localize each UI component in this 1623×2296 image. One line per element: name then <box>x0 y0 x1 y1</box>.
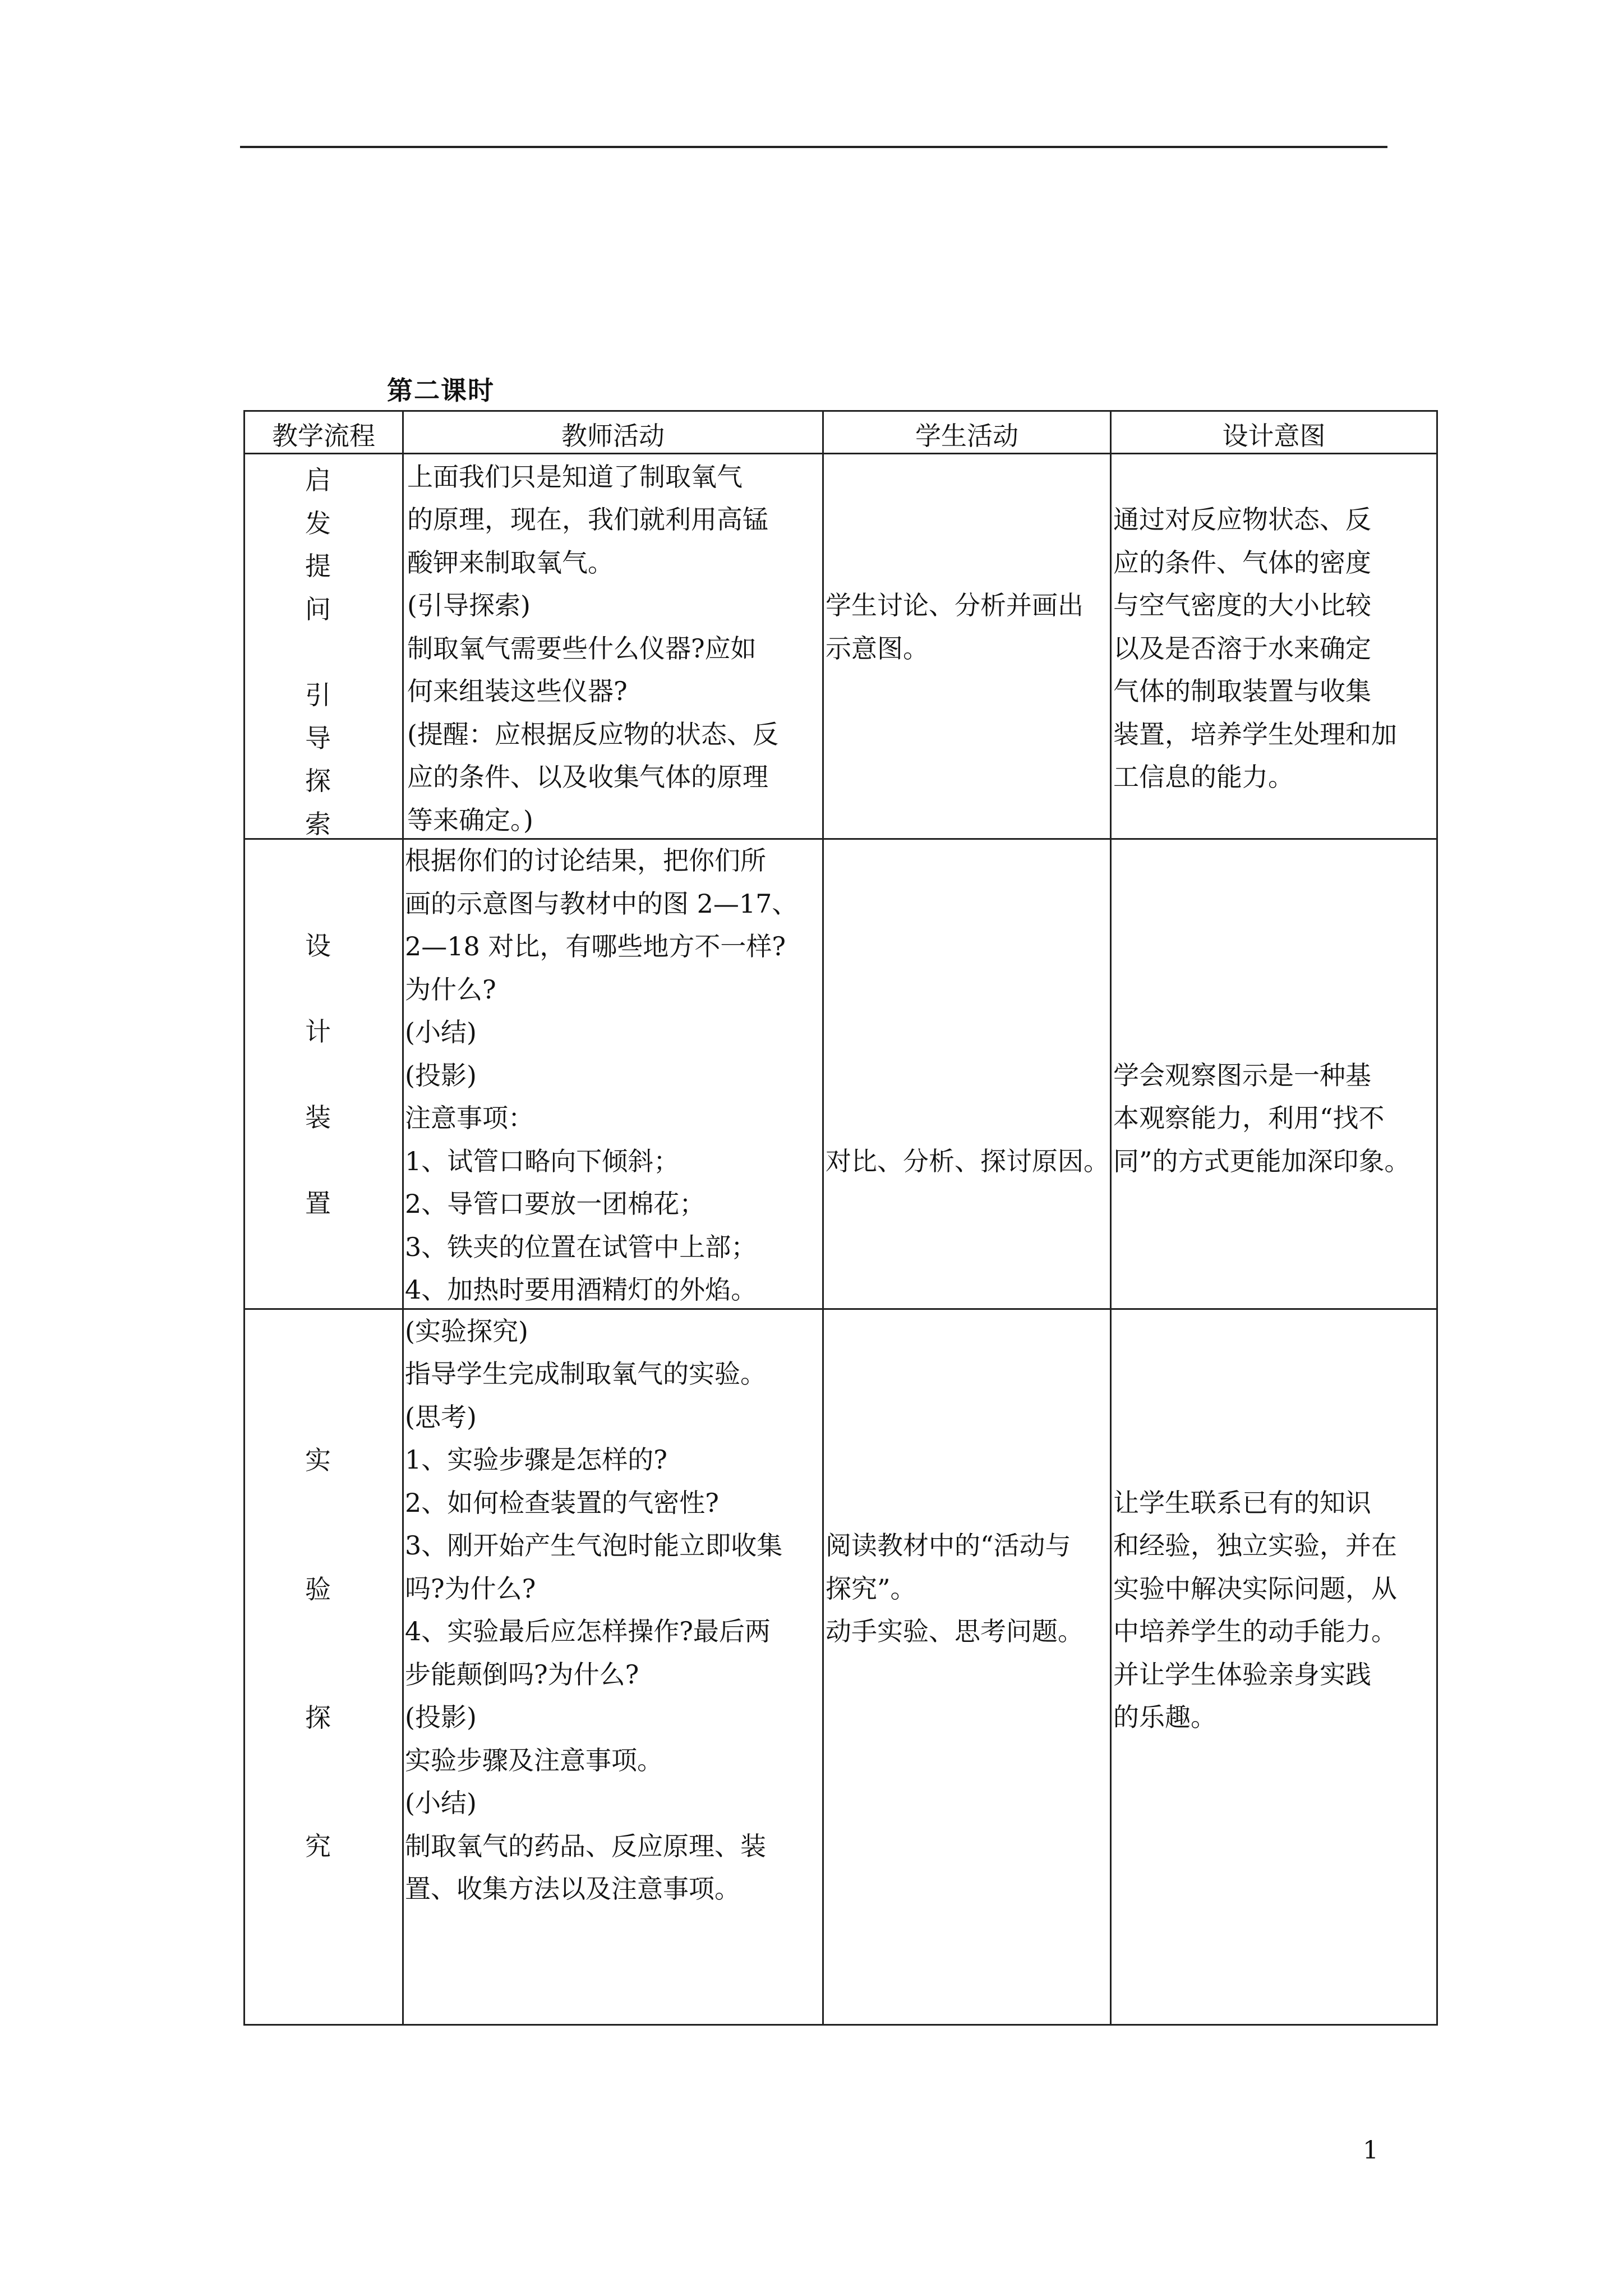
teacher-line: (小结) <box>405 1788 477 1818</box>
intent-line: 气体的制取装置与收集 <box>1113 676 1371 706</box>
teacher-line: 1、实验步骤是怎样的? <box>405 1444 667 1475</box>
stage-char: 实 <box>305 1445 331 1475</box>
student-line: 动手实验、思考问题。 <box>826 1616 1083 1646</box>
teacher-line: 的原理，现在，我们就利用高锰 <box>407 504 768 535</box>
intent-line: 通过对反应物状态、反 <box>1113 504 1371 535</box>
teacher-line: 制取氧气的药品、反应原理、装 <box>405 1831 766 1861</box>
student-line: 阅读教材中的“活动与 <box>826 1530 1071 1561</box>
header-flow: 教学流程 <box>272 421 375 451</box>
stage-char: 提 <box>305 551 331 581</box>
intent-line: 装置，培养学生处理和加 <box>1113 719 1397 749</box>
teacher-line: 注意事项： <box>405 1103 534 1133</box>
teacher-line: (引导探索) <box>407 590 531 620</box>
teacher-line: 应的条件、以及收集气体的原理 <box>407 762 768 792</box>
intent-line: 的乐趣。 <box>1113 1702 1216 1732</box>
teacher-line: 步能颠倒吗?为什么? <box>405 1659 639 1690</box>
stage-char: 探 <box>305 766 331 796</box>
teacher-line: 2—18 对比，有哪些地方不一样? <box>405 931 786 961</box>
teacher-line: 根据你们的讨论结果，把你们所 <box>405 845 766 876</box>
teacher-line: (思考) <box>405 1402 477 1432</box>
stage-char: 探 <box>305 1703 331 1733</box>
intent-line: 和经验，独立实验，并在 <box>1113 1530 1397 1561</box>
teacher-line: 画的示意图与教材中的图 2—17、 <box>405 889 798 919</box>
stage-char: 引 <box>305 680 331 710</box>
stage-char: 启 <box>305 465 331 495</box>
intent-line: 学会观察图示是一种基 <box>1113 1060 1371 1091</box>
stage-char: 究 <box>305 1831 331 1861</box>
intent-line: 并让学生体验亲身实践 <box>1113 1659 1371 1690</box>
teacher-line: 4、实验最后应怎样操作?最后两 <box>405 1616 771 1646</box>
page-number: 1 <box>1363 2136 1378 2165</box>
teacher-line: 制取氧气需要些什么仪器?应如 <box>407 633 757 664</box>
teacher-line: 吗?为什么? <box>405 1573 536 1604</box>
teacher-line: 酸钾来制取氧气。 <box>407 547 614 578</box>
student-line: 学生讨论、分析并画出 <box>826 590 1083 620</box>
intent-line: 以及是否溶于水来确定 <box>1113 633 1371 664</box>
teacher-line: (小结) <box>405 1017 477 1047</box>
intent-line: 同”的方式更能加深印象。 <box>1113 1146 1410 1176</box>
teacher-line: (提醒：应根据反应物的状态、反 <box>407 719 778 749</box>
stage-char: 验 <box>305 1574 331 1604</box>
teacher-line: 2、导管口要放一团棉花； <box>405 1189 706 1219</box>
stage-char: 计 <box>305 1016 331 1047</box>
teacher-line: (投影) <box>405 1702 477 1732</box>
student-line: 对比、分析、探讨原因。 <box>826 1146 1109 1176</box>
teacher-line: 等来确定。) <box>407 805 533 835</box>
intent-line: 工信息的能力。 <box>1113 762 1294 792</box>
header-intent: 设计意图 <box>1222 421 1326 451</box>
header-student: 学生活动 <box>915 421 1018 451</box>
intent-line: 中培养学生的动手能力。 <box>1113 1616 1397 1646</box>
intent-line: 让学生联系已有的知识 <box>1113 1488 1371 1518</box>
intent-line: 与空气密度的大小比较 <box>1113 590 1371 620</box>
teacher-line: 3、刚开始产生气泡时能立即收集 <box>405 1530 783 1561</box>
teacher-line: 何来组装这些仪器? <box>407 676 628 706</box>
teacher-line: 置、收集方法以及注意事项。 <box>405 1874 740 1904</box>
student-line: 示意图。 <box>826 633 929 664</box>
teacher-line: (投影) <box>405 1060 477 1091</box>
stage-char: 置 <box>305 1188 331 1218</box>
teacher-line: 4、加热时要用酒精灯的外焰。 <box>405 1274 757 1305</box>
stage-char: 发 <box>305 508 331 539</box>
teacher-line: 2、如何检查装置的气密性? <box>405 1488 719 1518</box>
teacher-line: 1、试管口略向下倾斜； <box>405 1146 680 1176</box>
teacher-line: 实验步骤及注意事项。 <box>405 1745 663 1775</box>
teacher-line: 3、铁夹的位置在试管中上部； <box>405 1232 757 1262</box>
stage-char: 装 <box>305 1102 331 1133</box>
stage-char: 导 <box>305 723 331 753</box>
intent-line: 应的条件、气体的密度 <box>1113 547 1371 578</box>
stage-char: 设 <box>305 931 331 961</box>
header-teacher: 教师活动 <box>561 421 665 451</box>
teacher-line: (实验探究) <box>405 1316 528 1346</box>
teacher-line: 上面我们只是知道了制取氧气 <box>407 462 743 492</box>
intent-line: 本观察能力，利用“找不 <box>1113 1103 1385 1133</box>
teacher-line: 为什么? <box>405 974 496 1005</box>
lesson-title: 第二课时 <box>387 375 495 406</box>
stage-char: 索 <box>305 809 331 839</box>
teacher-line: 指导学生完成制取氧气的实验。 <box>405 1359 766 1389</box>
intent-line: 实验中解决实际问题，从 <box>1113 1573 1397 1604</box>
student-line: 探究”。 <box>826 1573 916 1604</box>
stage-char: 问 <box>305 594 331 624</box>
